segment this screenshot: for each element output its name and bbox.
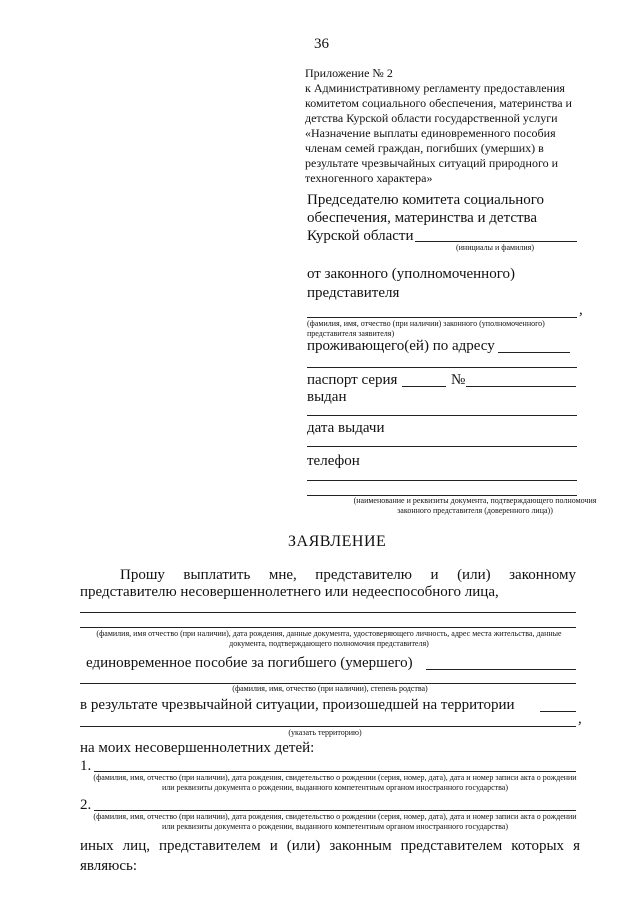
para4-line1: иных лиц, представителем и (или) законным представителем которых я — [80, 838, 580, 854]
para2: единовременное пособие за погибшего (умершего) — [86, 655, 413, 671]
address-line-2[interactable] — [307, 367, 577, 368]
territory-line[interactable] — [540, 711, 576, 712]
issued-line[interactable] — [307, 415, 577, 416]
phone-line[interactable] — [307, 480, 577, 481]
applicant-hint: (фамилия, имя отчество (при наличии), дата рождения, данные документа, удостоверяющего личность, адрес места жительства, данные документа, подтверждающего полномочия представителя) — [96, 629, 562, 648]
passport-label: паспорт серия — [307, 372, 398, 388]
issue-date-line[interactable] — [307, 446, 577, 447]
appendix-line: комитетом социального обеспечения, материнства и — [305, 96, 572, 110]
appendix-line: детства Курской области государственной услуги — [305, 111, 558, 125]
from-name-line[interactable] — [307, 317, 577, 318]
territory-hint: (указать территорию) — [288, 728, 362, 737]
child1-line[interactable] — [94, 771, 576, 772]
applicant-line-1[interactable] — [80, 612, 576, 613]
phone-label: телефон — [307, 453, 360, 469]
addressee-hint: (инициалы и фамилия) — [455, 243, 535, 252]
para1-line1: Прошу выплатить мне, представителю и (или) законному — [120, 567, 576, 583]
appendix-line: к Административному регламенту предоставления — [305, 81, 565, 95]
para3: в результате чрезвычайной ситуации, произошедшей на территории — [80, 697, 515, 713]
from-comma: , — [579, 302, 583, 318]
issue-date-label: дата выдачи — [307, 420, 385, 436]
appendix-line: членам семей граждан, погибших (умерших) в — [305, 141, 544, 155]
territory-comma: , — [578, 711, 582, 727]
para1-line2: представителю несовершеннолетнего или недееспособного лица, — [80, 584, 499, 600]
child2-hint: (фамилия, имя, отчество (при наличии), дата рождения, свидетельство о рождении (серия, номер, дата), дата и номер записи акта о рождении или реквизиты документа о рождении, выданного компетентным органом иностранного государства) — [93, 812, 577, 831]
deceased-line[interactable] — [426, 669, 576, 670]
children-label: на моих несовершеннолетних детей: — [80, 740, 315, 756]
issued-label: выдан — [307, 389, 347, 405]
territory-line-2[interactable] — [80, 726, 576, 727]
statement-title: ЗАЯВЛЕНИЕ — [288, 533, 387, 550]
child1-number: 1. — [80, 758, 92, 774]
addressee-name-line[interactable] — [415, 241, 577, 242]
child2-line[interactable] — [94, 810, 576, 811]
number-sign: № — [451, 372, 466, 388]
deceased-hint: (фамилия, имя, отчество (при наличии), степень родства) — [232, 684, 428, 693]
from-line2: представителя — [307, 285, 400, 301]
passport-number-line[interactable] — [466, 386, 576, 387]
from-line1: от законного (уполномоченного) — [307, 266, 515, 282]
residing-label: проживающего(ей) по адресу — [307, 338, 495, 354]
addressee-line3: Курской области — [307, 228, 414, 244]
applicant-line-2[interactable] — [80, 627, 576, 628]
appendix-line: результате чрезвычайных ситуаций природного и — [305, 156, 558, 170]
appendix-title: Приложение № 2 — [305, 66, 393, 80]
from-hint: (фамилия, имя, отчество (при наличии) законного (уполномоченного) представителя заявителя) — [307, 319, 545, 338]
page-number: 36 — [314, 36, 329, 52]
addressee-line1: Председателю комитета социального — [307, 192, 545, 208]
doc-hint: (наименование и реквизиты документа, подтверждающего полномочия законного представителя (доверенного лица)) — [353, 496, 597, 515]
address-line[interactable] — [498, 352, 570, 353]
appendix-line: техногенного характера» — [305, 171, 433, 185]
para4-line2: являюсь: — [80, 858, 138, 874]
passport-series-line[interactable] — [402, 386, 446, 387]
child1-hint: (фамилия, имя, отчество (при наличии), дата рождения, свидетельство о рождении (серия, номер, дата), дата и номер записи акта о рождении или реквизиты документа о рождении, выданного компетентным органом иностранного государства) — [93, 773, 577, 792]
addressee-line2: обеспечения, материнства и детства — [307, 210, 538, 226]
child2-number: 2. — [80, 797, 92, 813]
appendix-line: «Назначение выплаты единовременного пособия — [305, 126, 556, 140]
